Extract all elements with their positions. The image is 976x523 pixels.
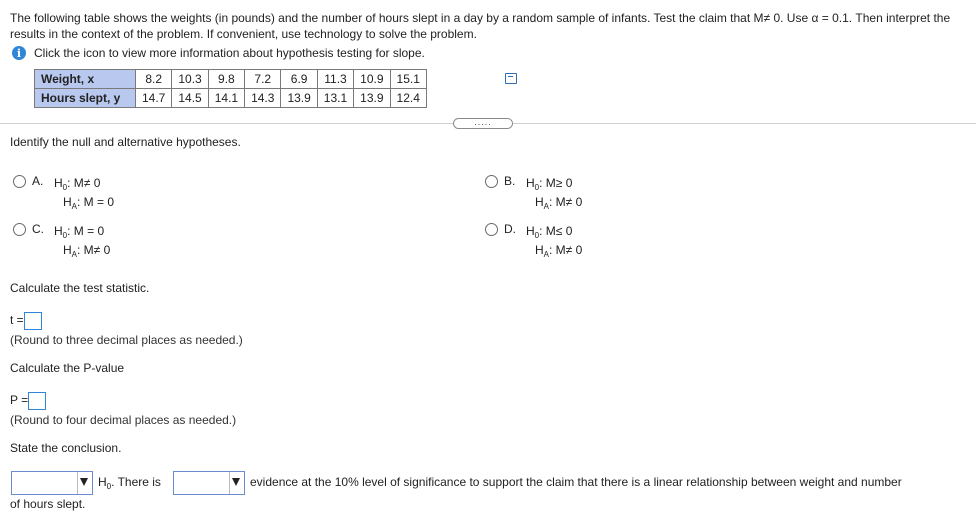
row-header-weight: Weight, x (35, 70, 136, 89)
info-icon[interactable]: i (12, 46, 26, 60)
ha-line: $H_A$: M≠ 0 (535, 243, 583, 259)
h0-text: : M≥ 0 (539, 176, 573, 190)
table-row (35, 89, 427, 108)
table-cell: 10.9 (354, 70, 390, 89)
radio-b[interactable] (485, 175, 498, 188)
table-cell: 13.9 (281, 89, 317, 108)
h0-line: $H_0$: M≤ 0 (526, 224, 573, 240)
h0-line: $H_0$: M = 0 (54, 224, 105, 240)
row-header-hours: Hours slept, y (35, 89, 136, 108)
p-row (10, 392, 46, 410)
ha-text: : M≠ 0 (77, 243, 111, 257)
data-table (34, 69, 427, 108)
table-cell: 13.1 (317, 89, 353, 108)
conclusion-tail-text: of hours slept. (10, 497, 86, 511)
question-p-value: Calculate the P-value (10, 361, 125, 375)
radio-a[interactable] (13, 175, 26, 188)
table-cell: 6.9 (281, 70, 317, 89)
p-rounding-note: (Round to four decimal places as needed.) (10, 413, 237, 427)
h0-line: $H_0$: M≠ 0 (54, 176, 101, 192)
table-cell: 14.7 (136, 89, 172, 108)
table-cell: 12.4 (390, 89, 426, 108)
table-cell: 7.2 (245, 70, 281, 89)
ha-line: $H_A$: M≠ 0 (63, 243, 111, 259)
option-letter: B. (504, 174, 516, 188)
option-c[interactable] (13, 222, 110, 260)
problem-statement: The following table shows the weights (in pounds) and the number of hours slept in a day by a random sample of infants. Test the claim that M≠ 0. Use α = 0.1. Then interpret the results in the context of the problem. If convenient, use technology to solve the problem. (10, 11, 951, 41)
ha-text: : M≠ 0 (549, 243, 583, 257)
option-letter: D. (504, 222, 516, 236)
table-cell: 14.1 (208, 89, 244, 108)
info-link-text: Click the icon to view more information about hypothesis testing for slope. (34, 46, 425, 60)
table-cell: 13.9 (354, 89, 390, 108)
table-cell: 11.3 (317, 70, 353, 89)
chevron-down-icon (80, 478, 88, 486)
question-test-statistic: Calculate the test statistic. (10, 281, 150, 295)
table-cell: 14.3 (245, 89, 281, 108)
h0-text: : M≠ 0 (67, 176, 101, 190)
option-letter: C. (32, 222, 44, 236)
question-hypotheses: Identify the null and alternative hypotheses. (10, 135, 241, 149)
option-letter: A. (32, 174, 44, 188)
table-cell: 15.1 (390, 70, 426, 89)
radio-c[interactable] (13, 223, 26, 236)
ha-text: : M = 0 (77, 195, 115, 209)
ha-line: $H_A$: M≠ 0 (535, 195, 583, 211)
t-label: t = (10, 313, 24, 328)
expand-button[interactable]: ..... (453, 118, 513, 129)
p-label: P = (10, 393, 29, 408)
table-cell: 8.2 (136, 70, 172, 89)
copy-icon[interactable] (505, 73, 517, 84)
h0-line: $H_0$: M≥ 0 (526, 176, 573, 192)
h0-text: : M≤ 0 (539, 224, 573, 238)
conclusion-mid-text: $H_0$. There is (98, 475, 161, 491)
table-row (35, 70, 427, 89)
option-b[interactable] (485, 174, 582, 212)
decision-dropdown[interactable] (11, 471, 93, 495)
option-d[interactable] (485, 222, 582, 260)
question-conclusion: State the conclusion. (10, 441, 122, 455)
ha-text: : M≠ 0 (549, 195, 583, 209)
chevron-down-icon (232, 478, 240, 486)
option-a[interactable] (13, 174, 114, 212)
table-cell: 9.8 (208, 70, 244, 89)
table-cell: 10.3 (172, 70, 208, 89)
evidence-dropdown[interactable] (173, 471, 245, 495)
ha-line: $H_A$: M = 0 (63, 195, 115, 211)
t-row (10, 312, 42, 330)
conclusion-end-text: evidence at the 10% level of significance to support the claim that there is a linear relationship between weight and number (250, 475, 902, 489)
p-answer-input[interactable] (28, 392, 46, 410)
t-rounding-note: (Round to three decimal places as needed.) (10, 333, 243, 347)
info-row (12, 45, 425, 61)
table-cell: 14.5 (172, 89, 208, 108)
h0-text: : M = 0 (67, 224, 105, 238)
radio-d[interactable] (485, 223, 498, 236)
t-answer-input[interactable] (24, 312, 42, 330)
